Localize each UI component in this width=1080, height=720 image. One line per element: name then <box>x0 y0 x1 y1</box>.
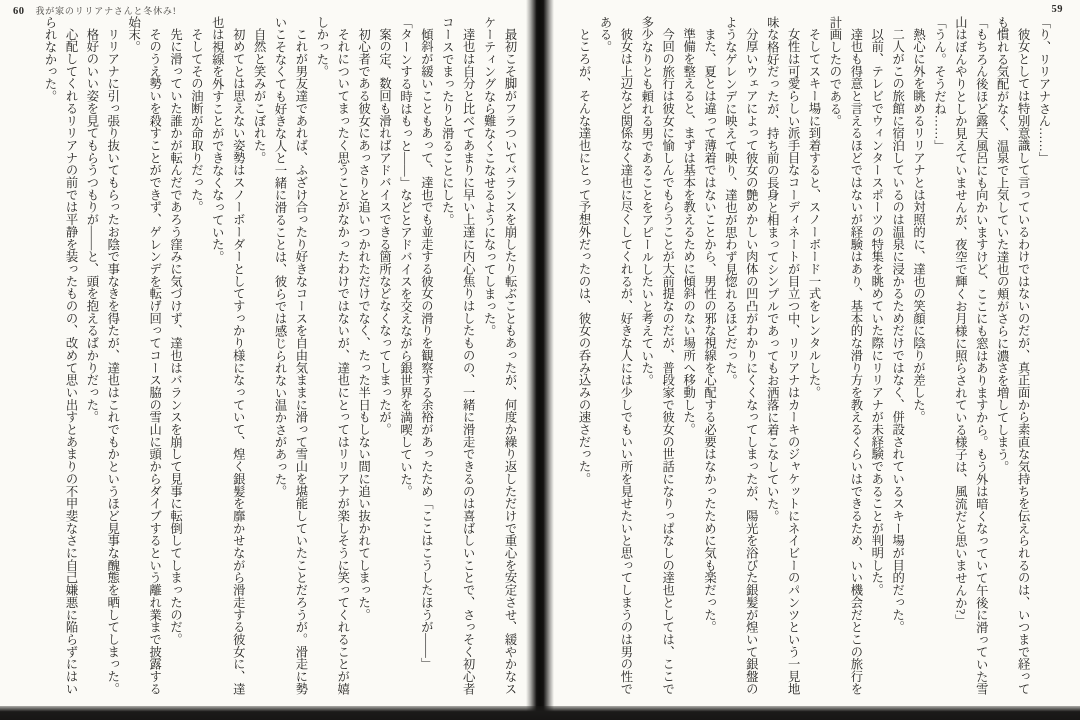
text-column: いこそなくても好きな人と一緒に滑ることは、彼らでは感じられない温かさがあった。 <box>273 16 288 498</box>
text-column: 今回の旅行は彼女に愉しんでもらうことが大前提なのだが、普段家で彼女の世話になりっぱなしの達也としては、ここで <box>660 28 675 696</box>
text-column: そしてその油断が命取りだった。 <box>189 28 204 214</box>
text-column: そしてスキー場に到着すると、スノーボード一式をレンタルした。 <box>807 28 822 399</box>
text-column: 山はぼんやりとしか見えていませんが、夜空で輝くお月様に照らされている様子は、風流だと思いませんか?」 <box>953 16 968 627</box>
text-column: 「り、リリアナさん……」 <box>1037 16 1051 165</box>
text-column: そのうえ勢いを殺すことができず、ゲレンデを転げ回ってコース脇の雪山に頭からダイブするという離れ業まで披露する <box>147 28 162 696</box>
page-number-right: 59 <box>1051 4 1063 15</box>
text-area-right <box>573 16 1054 696</box>
text-column: 最初こそ脚がフラついてバランスを崩したり転ぶこともあったが、何度か繰り返しただけで重心を安定させ、緩やかなス <box>503 28 517 696</box>
text-column: 「うん。そうだね……」 <box>932 16 947 152</box>
text-column: 自然と笑みがこぼれた。 <box>252 28 267 165</box>
page-right <box>549 0 1080 707</box>
text-column: 以前、テレビでウィンタースポーツの特集を眺めていた際にリリアナが未経験であることが判明した。 <box>869 28 884 597</box>
text-column: 初めてとは思えない姿勢はスノーボーダーとしてすっかり様になっていて、煌く銀髪を靡かせながら滑走する彼女に、達 <box>231 28 246 696</box>
text-column: ようなゲレンデに映えて映り、達也が思わず見惚れるほどだった。 <box>723 16 738 387</box>
text-column: ところが、そんな達也にとって予想外だったのは、彼女の呑み込みの速さだった。 <box>577 28 592 486</box>
text-column: 達也も得意と言えるほどではないが経験はあり、基本的な滑り方を教えるくらいはできるため、いい機会だとこの旅行を <box>848 28 863 696</box>
text-column: リリアナに引っ張り抜いてもらったお陰で事なきを得たが、達也はこれでもかというほど見事な醜態を晒してしまった。 <box>105 28 120 696</box>
text-column: 案の定、数回も滑ればアドバイスできる箇所などなくなってしまったが。 <box>377 28 392 436</box>
text-column: 「もちろん後ほど露天風呂にも向かいますけど、ここにも窓はありますから。もう外は暗くなっていて午後に滑っていた雪 <box>974 16 989 696</box>
text-column: も慣れる気配がなく、温泉で上気していた達也の頬がさらに濃さを増してしまう。 <box>995 16 1010 473</box>
text-column: 先に滑っていた誰かが転んだであろう窪みに気づけず、達也はバランスを崩して見事に転倒してしまったのだ。 <box>168 28 183 646</box>
bottom-edge-shadow <box>0 706 1080 720</box>
text-column: それについてまったく思うことがなかったわけではないが、達也にとってはリリアナが楽しそうに笑ってくれることが嬉 <box>335 28 350 696</box>
text-column: 彼女は上辺など関係なく達也に尽くしてくれるが、好きな人には少しでもいい所を見せたいと思ってしまうのは男の性で <box>618 28 633 696</box>
running-title: 我が家のリリアナさんと冬休み! <box>35 6 177 16</box>
text-column: ある。 <box>597 16 612 54</box>
text-column: 初心者である彼女にあっさりと追いつかれただけでなく、たった半日もしない間に追い抜かれてしまった。 <box>356 28 371 622</box>
text-column: これが男友達であれば、ふざけ合ったり好きなコースを自由気ままに滑って雪山を堪能していたことだろうが。滑走に勢 <box>293 28 308 696</box>
text-column: 熱心に外を眺めるリリアナとは対照的に、達也の笑顔に陰りが差した。 <box>911 28 926 424</box>
text-area-left <box>39 16 520 696</box>
gutter-shadow <box>526 0 554 720</box>
text-column: 女性は可愛らしい派手目なコーディネートが目立つ中、リリアナはカーキのジャケットにネイビーのパンツという一見地 <box>786 28 801 696</box>
text-column: また、夏とは違って薄着ではないことから、男性の邪な視線を心配する必要はなかったために気も楽だった。 <box>702 28 717 634</box>
text-column: られなかった。 <box>43 16 58 103</box>
text-column: 二人がこの旅館に宿泊しているのは温泉に浸かるためだけではなく、併設されているスキー場が目的だった。 <box>890 28 905 634</box>
text-column: 分厚いウェアによって彼女の艶めかしい肉体の凹凸がわかりにくくなってしまったが、陽光を浴びた銀髪が煌いて銀盤の <box>744 28 759 696</box>
text-column: 達也は自分と比べてあまりに早い上達に内心焦りはしたものの、一緒に滑走できるのは喜ばしいことで、さっそく初心者 <box>461 28 476 696</box>
text-column: 多少なりとも頼れる男であることをアピールしたいと考えていた。 <box>639 16 654 387</box>
text-column: 味な格好だったが、持ち前の長身と相まってシンプルであってもお洒落に着こなしていた。 <box>765 16 780 523</box>
text-column: 也は視線を外すことができなくなっていた。 <box>210 16 225 263</box>
text-column: 格好のいい姿を見てもらうつもりが――と、頭を抱えるばかりだった。 <box>84 28 99 424</box>
text-column: 「ターンする時はもっと――」などとアドバイスを交えながら銀世界を満喫していた。 <box>398 16 413 498</box>
text-column: 計画したのである。 <box>827 16 842 128</box>
text-column: 準備を整えると、まずは基本を教えるために傾斜のない場所へ移動した。 <box>681 28 696 436</box>
running-header-right <box>1052 4 1064 15</box>
text-column: 彼女としては特別意識して言っているわけではないのだが、真正面から素直な気持ちを伝えられるのは、いつまで経って <box>1016 28 1031 696</box>
text-column: コースでまったりと滑ることにした。 <box>440 16 455 226</box>
text-column: 心配してくれるリリアナの前では平静を装ったものの、改めて思い出すとあまりの不甲斐なさに自己嫌悪に陥らずにはい <box>63 28 78 696</box>
page-number-left: 60 <box>13 6 25 17</box>
text-column: 傾斜が緩いこともあって、達也でも並走する彼女の滑りを観察する余裕があったため「ここはこうしたほうが――」 <box>419 28 434 671</box>
text-column: しかった。 <box>314 16 329 78</box>
page-left <box>0 0 531 707</box>
text-column: ケーティングなら難なくこなせるようになってしまった。 <box>482 16 497 338</box>
text-column: 始末。 <box>126 16 141 54</box>
